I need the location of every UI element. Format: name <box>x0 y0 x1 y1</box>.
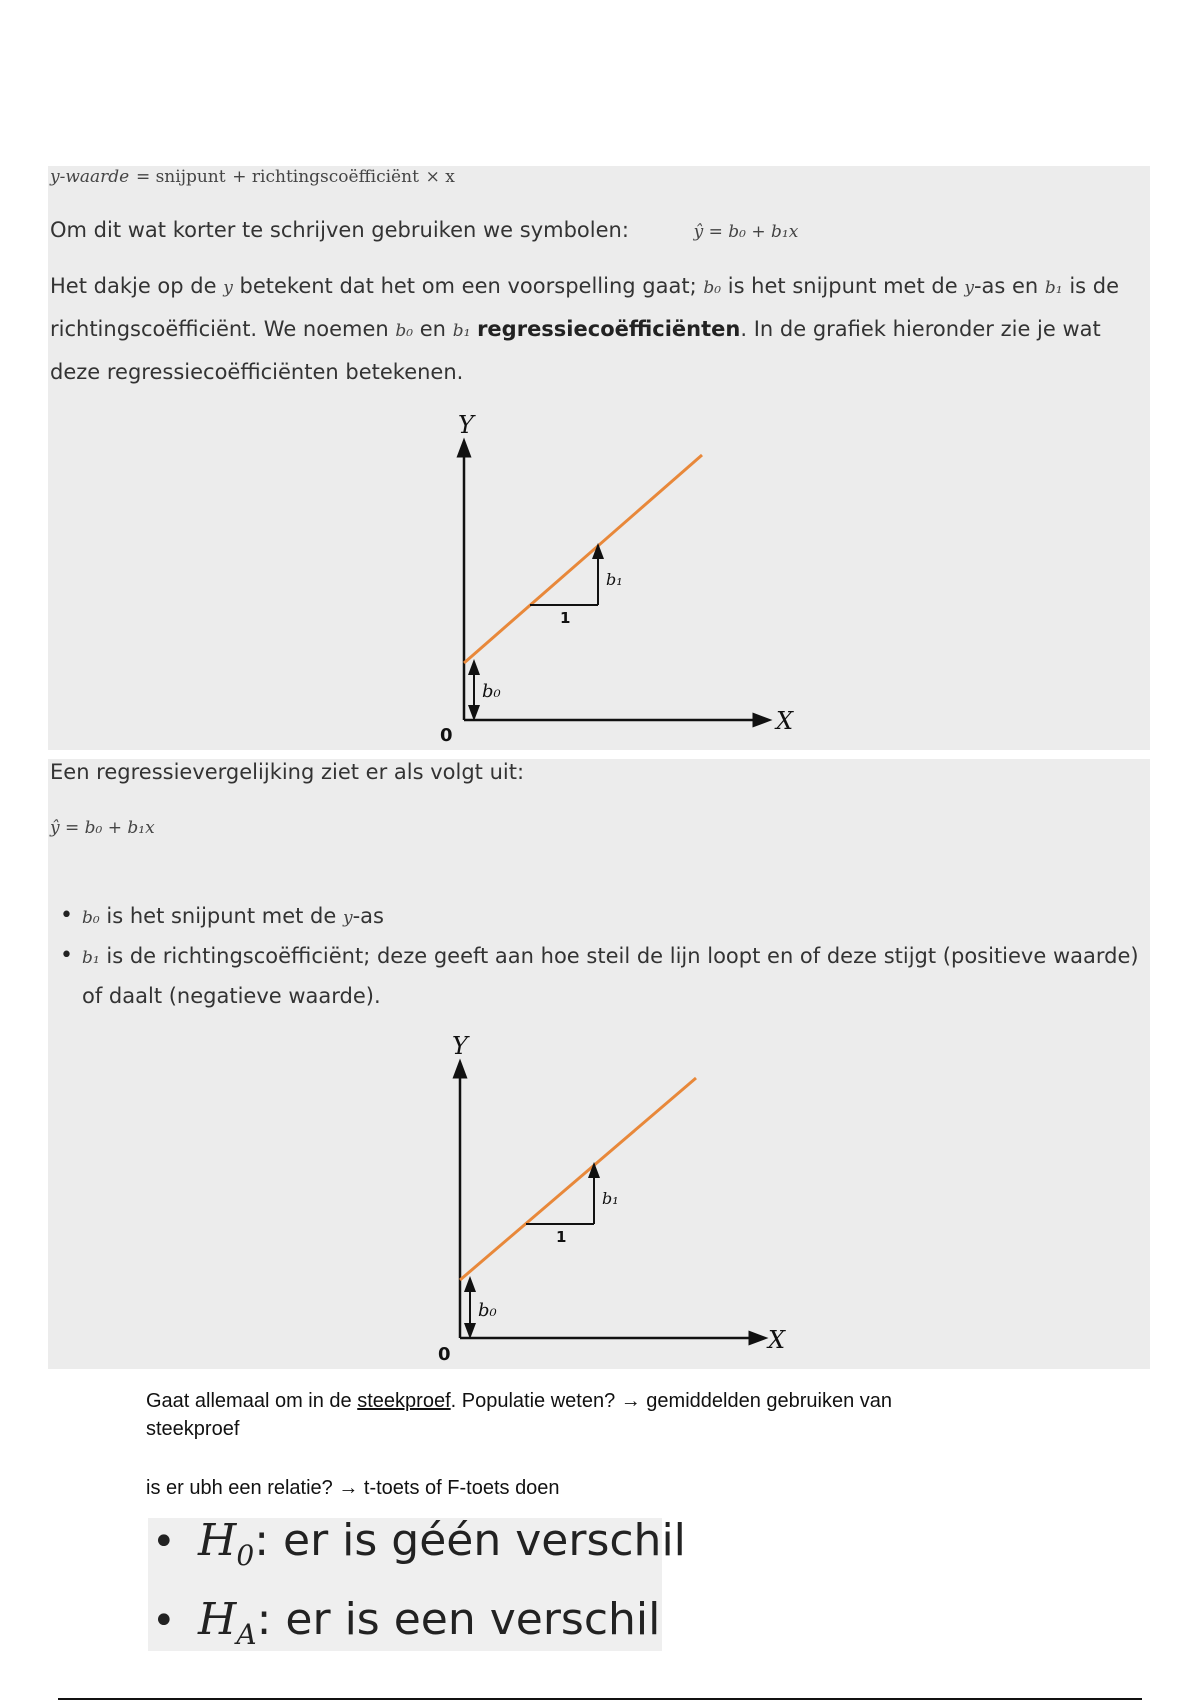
regression-line <box>464 455 702 663</box>
formula-plus: + richtingscoëfficiënt <box>232 167 419 187</box>
note-line-2: steekproef <box>146 1418 240 1440</box>
step-label: 1 <box>560 609 571 627</box>
formula-lhs: y-waarde <box>50 167 130 187</box>
coefficient-list <box>60 897 1150 1015</box>
equation-2-row <box>50 814 155 838</box>
x-axis-label: X <box>768 1326 786 1354</box>
bold-term: regressiecoëfficiënten <box>477 317 741 341</box>
regression-diagram-1 <box>420 405 820 745</box>
short-intro: Om dit wat korter te schrijven gebruiken we symbolen: <box>50 218 629 242</box>
regression-diagram-2 <box>416 1026 816 1366</box>
b1-label: b₁ <box>602 1189 619 1208</box>
y-axis-label: Y <box>458 411 474 439</box>
b1-label: b₁ <box>606 570 623 589</box>
equation-1: ŷ = b₀ + b₁x <box>693 222 799 242</box>
paragraph-explanation: Het dakje op de y betekent dat het om een voorspelling gaat; b₀ is het snijpunt met de y-as en b₁ is de richtingscoëfficiënt. We noemen b₀ en b₁ regressiecoëfficiënten. In de grafiek hieronder zie je wat deze regressiecoëfficiënten betekenen. <box>50 274 1120 384</box>
b0-label: b₀ <box>478 1300 497 1321</box>
regression-line <box>460 1078 696 1280</box>
b0-label: b₀ <box>482 681 501 702</box>
formula-times: × x <box>425 167 455 187</box>
note-line-3: is er ubh een relatie? → t-toets of F-toets doen <box>146 1477 560 1499</box>
x-axis-label: X <box>776 707 794 735</box>
y-axis-label: Y <box>452 1032 468 1060</box>
list-item: • b₁ is de richtingscoëfficiënt; deze geeft aan hoe steil de lijn loopt en of deze stijgt (positieve waarde) of daalt (negatieve waarde). <box>60 937 1150 1015</box>
formula-line <box>50 163 455 187</box>
origin-label: 0 <box>440 725 453 745</box>
short-intro-row <box>50 218 798 242</box>
hypothesis-ha: • $H_A$: er is een verschil <box>152 1594 661 1651</box>
origin-label: 0 <box>438 1344 451 1365</box>
formula-eq: = snijpunt <box>135 167 226 187</box>
equation-2: ŷ = b₀ + b₁x <box>50 818 155 838</box>
hypothesis-h0: • $H_0$: er is géén verschil <box>152 1515 686 1572</box>
note-line-1: Gaat allemaal om in de steekproef. Populatie weten? → gemiddelden gebruiken van <box>146 1390 893 1412</box>
regression-intro: Een regressievergelijking ziet er als volgt uit: <box>50 760 525 784</box>
list-item: • b₀ is het snijpunt met de y-as <box>60 897 1150 937</box>
steekproef-link: steekproef <box>357 1390 451 1412</box>
step-label: 1 <box>556 1228 567 1246</box>
